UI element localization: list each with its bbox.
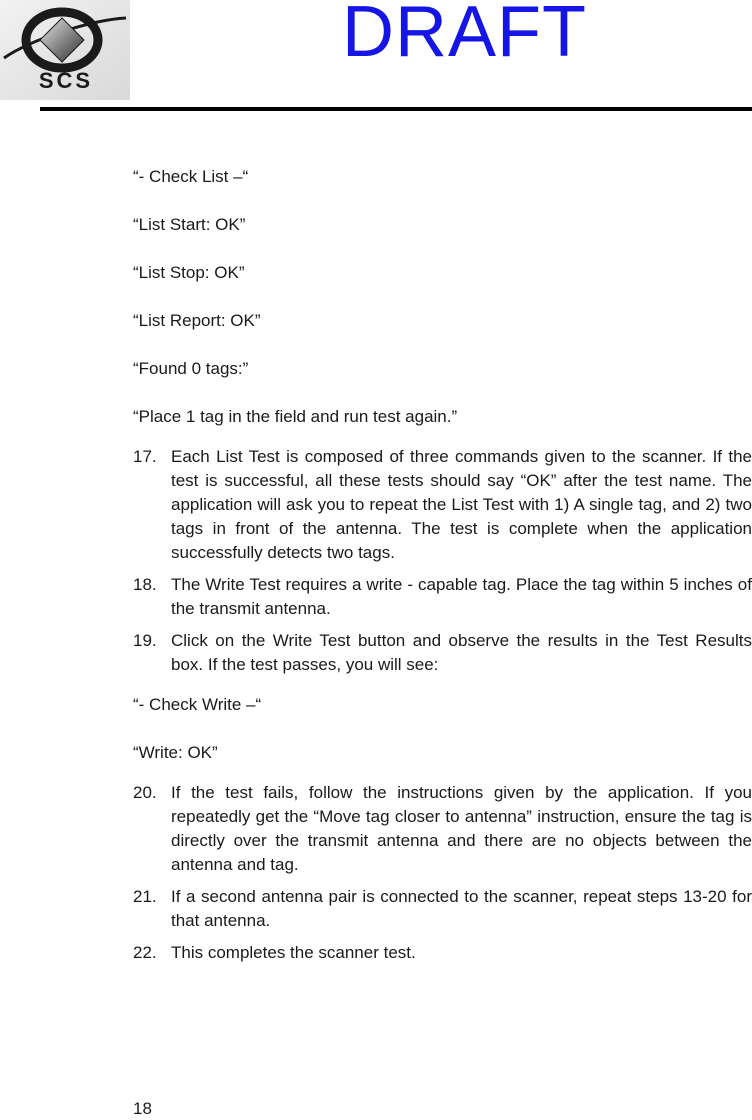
step-number: 21.: [133, 887, 157, 906]
list-item: [133, 781, 752, 877]
step-number: 22.: [133, 943, 157, 962]
step-text: Each List Test is composed of three commands given to the scanner. If the test is successful, all these tests should say “OK” after the test name. The application will ask you to repeat the List Test with 1) A single tag, and 2) two tags in front of the antenna. The test is complete when the application successfully detects two tags.: [171, 447, 752, 562]
step-number: 18.: [133, 575, 157, 594]
scs-logo: [0, 0, 130, 100]
draft-watermark: DRAFT: [342, 0, 587, 72]
step-number: 20.: [133, 783, 157, 802]
output-line: “Place 1 tag in the field and run test again.”: [133, 407, 458, 426]
output-line: “- Check Write –“: [133, 695, 262, 714]
list-item: [133, 445, 752, 565]
list-item: [133, 885, 752, 933]
step-number: 19.: [133, 631, 157, 650]
step-text: This completes the scanner test.: [171, 943, 416, 962]
step-list-b: [133, 781, 752, 965]
step-list-a: [133, 445, 752, 677]
list-item: [133, 573, 752, 621]
output-line: “List Stop: OK”: [133, 263, 245, 282]
list-item: [133, 941, 752, 965]
list-item: [133, 629, 752, 677]
output-line: “- Check List –“: [133, 167, 249, 186]
step-text: Click on the Write Test button and observe the results in the Test Results box. If the test passes, you will see:: [171, 631, 752, 674]
step-text: If a second antenna pair is connected to the scanner, repeat steps 13-20 for that antenna.: [171, 887, 752, 930]
step-text: If the test fails, follow the instructions given by the application. If you repeatedly get the “Move tag closer to antenna” instruction, ensure the tag is directly over the transmit antenna and there are no objects between the antenna and tag.: [171, 783, 752, 874]
output-line: “List Start: OK”: [133, 215, 246, 234]
page-number: 18: [133, 1099, 152, 1118]
output-line: “Write: OK”: [133, 743, 218, 762]
header-divider: [40, 107, 752, 111]
output-line: “Found 0 tags:”: [133, 359, 249, 378]
output-line: “List Report: OK”: [133, 311, 261, 330]
step-number: 17.: [133, 447, 157, 466]
step-text: The Write Test requires a write - capable tag. Place the tag within 5 inches of the transmit antenna.: [171, 575, 752, 618]
write-check-output: [133, 693, 752, 765]
page-body: [133, 165, 752, 973]
logo-text: SCS: [38, 68, 94, 93]
list-check-output: [133, 165, 752, 429]
